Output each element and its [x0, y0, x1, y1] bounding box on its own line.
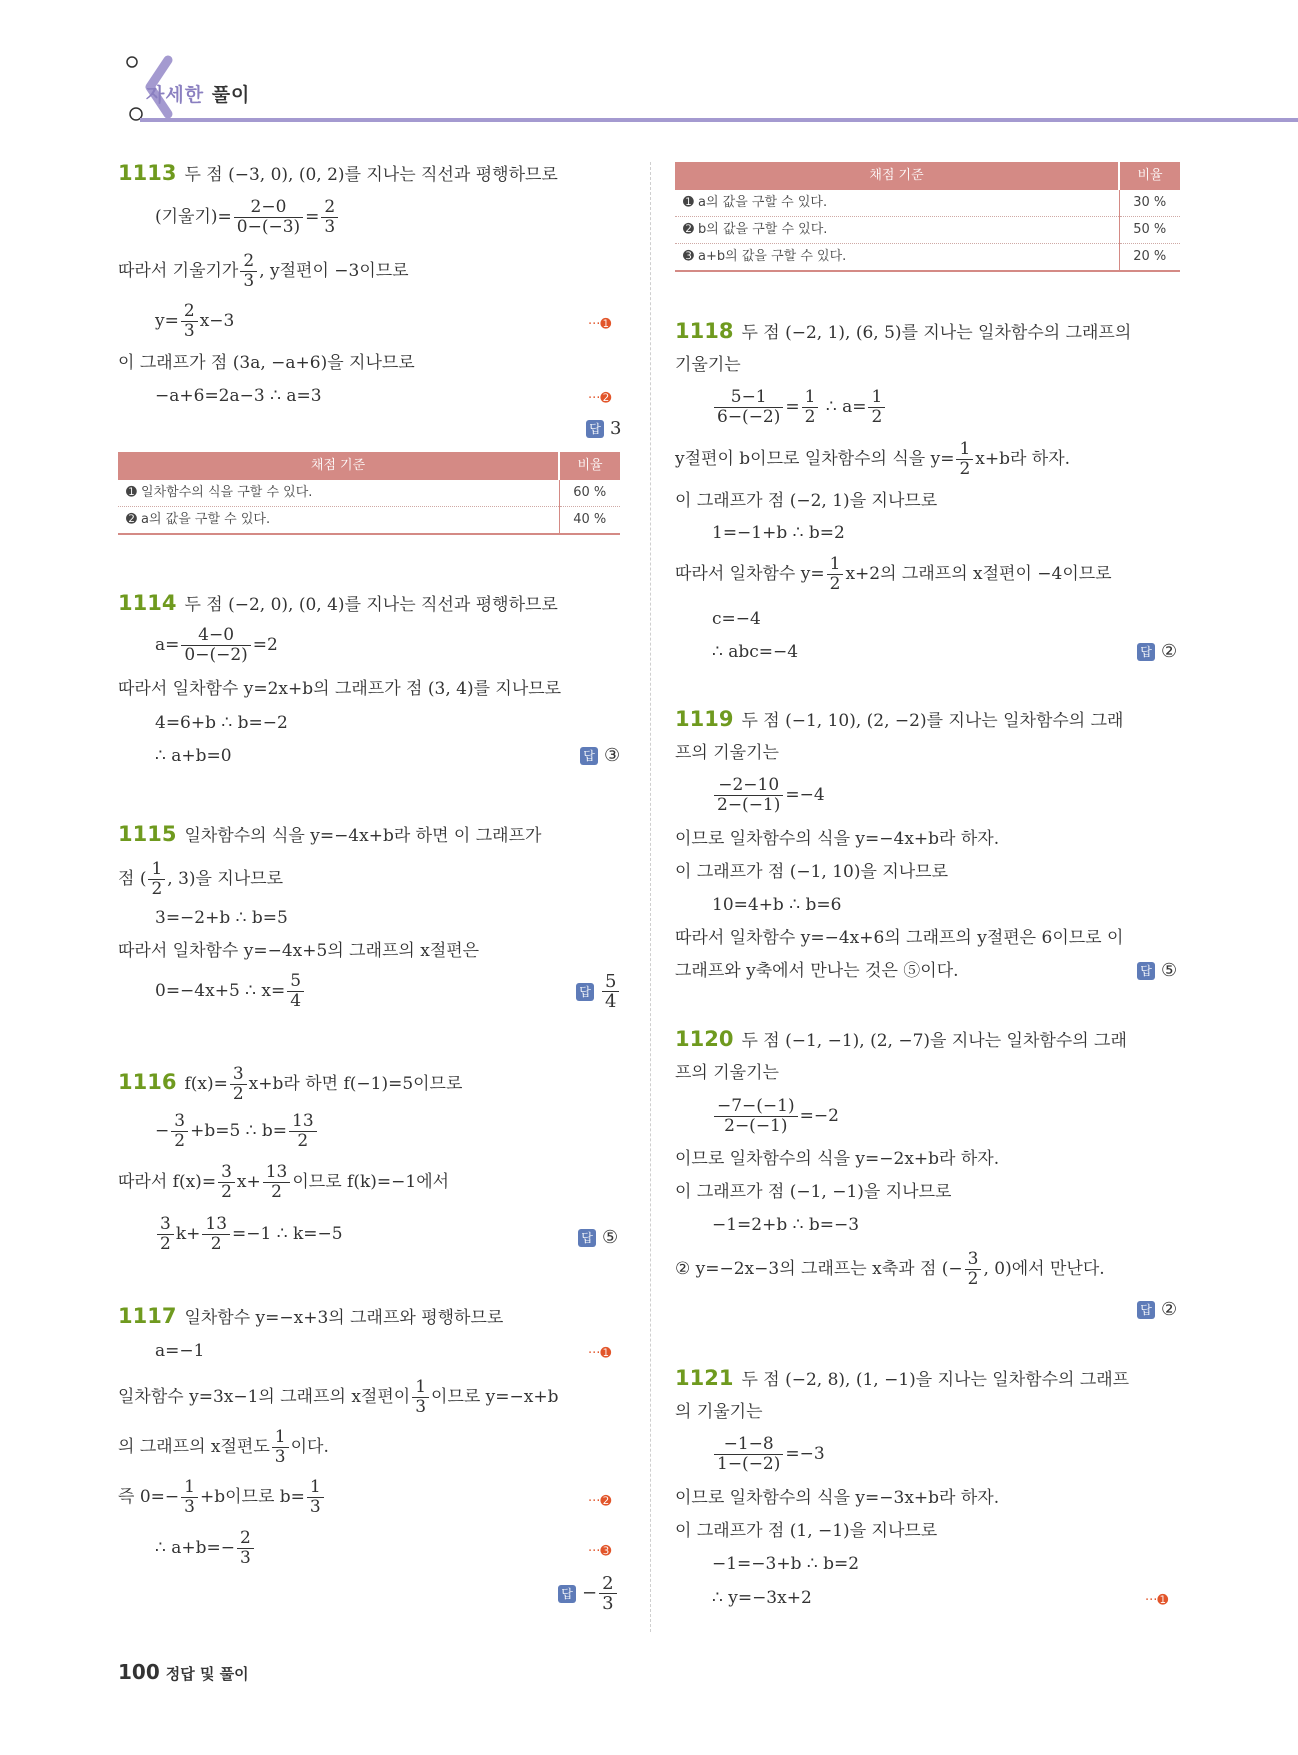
problem-1121-line1b: 의 기울기는 [675, 1402, 763, 1422]
answer-icon: 답 [580, 747, 598, 765]
problem-1120-line1b: 프의 기울기는 [675, 1063, 779, 1083]
problem-1119-line6: 따라서 일차함수 y=−4x+6의 그래프의 y절편은 6이므로 이 [675, 928, 1124, 948]
problem-1114-line3: 따라서 일차함수 y=2x+b의 그래프가 점 (3, 4)를 지나므로 [118, 679, 562, 699]
answer-icon: 답 [586, 420, 604, 438]
footer-label: 정답 및 풀이 [165, 1665, 249, 1683]
problem-1116-answer: 답 ⑤ [578, 1227, 618, 1249]
problem-number: 1121 [675, 1366, 734, 1390]
header-title-a: 자세한 [146, 84, 205, 106]
problem-1118-line7: c=−4 [712, 609, 761, 629]
problem-1119-line5: 10=4+b ∴ b=6 [712, 895, 842, 915]
problem-number: 1119 [675, 707, 734, 731]
answer-icon: 답 [1137, 962, 1155, 980]
answer-icon: 답 [1137, 1301, 1155, 1319]
table-header-ratio: 비율 [1119, 162, 1180, 190]
problem-1114-line4: 4=6+b ∴ b=−2 [155, 713, 288, 733]
problem-1119-line2: $\frac{-2-10}{2-(-1)}$ =−4 [712, 776, 825, 815]
problem-1117-answer: 답 − $\frac{2}{3}$ [558, 1574, 619, 1613]
problem-1120-line6: ② y=−2x−3의 그래프는 x축과 점 (− $\frac{3}{2}$ , 0)에서 만난다. [675, 1249, 1105, 1289]
problem-1117-scoring-table [675, 162, 1180, 272]
problem-1114-intro: 1114 두 점 (−2, 0), (0, 4)를 지나는 직선과 평행하므로 [118, 591, 558, 615]
problem-number: 1115 [118, 822, 177, 846]
table-header-criteria: 채점 기준 [675, 162, 1119, 190]
problem-1121-line2: $\frac{-1-8}{1-(-2)}$ =−3 [712, 1435, 825, 1474]
problem-1115-answer: 답 $\frac{5}{4}$ [576, 972, 621, 1011]
problem-1120-line5: −1=2+b ∴ b=−3 [712, 1215, 860, 1235]
step-marker-2: ···➋ [588, 1494, 612, 1509]
table-row: ➊ 일차함수의 식을 구할 수 있다. 60 % [118, 480, 620, 507]
problem-1118-line8: ∴ abc=−4 [712, 642, 799, 662]
problem-1115-line5: 0=−4x+5 ∴ x= $\frac{5}{4}$ [155, 972, 306, 1011]
problem-number: 1116 [118, 1070, 177, 1094]
answer-icon: 답 [576, 983, 594, 1001]
problem-1119-line3: 이므로 일차함수의 식을 y=−4x+b라 하자. [675, 829, 1000, 849]
problem-number: 1113 [118, 161, 177, 185]
problem-1115-line2: 점 ( $\frac{1}{2}$ , 3)을 지나므로 [118, 859, 284, 899]
problem-1119-intro: 1119 두 점 (−1, 10), (2, −2)를 지나는 일차함수의 그래 [675, 707, 1124, 731]
problem-1116-line2: − $\frac{3}{2}$ +b=5 ∴ b= $\frac{13}{2}$ [155, 1112, 319, 1151]
problem-1120-line2: $\frac{-7-(-1)}{2-(-1)}$ =−2 [712, 1097, 839, 1136]
problem-1121-line4: 이 그래프가 점 (1, −1)을 지나므로 [675, 1521, 938, 1541]
right-column [675, 0, 1180, 1755]
problem-1113-slope: (기울기)= $\frac{2-0}{0-(-3)}$ = $\frac{2}{3}$ [155, 198, 340, 237]
problem-1114-line2: a= $\frac{4-0}{0-(-2)}$ =2 [155, 625, 278, 665]
problem-1118-line1b: 기울기는 [675, 355, 741, 375]
problem-number: 1120 [675, 1027, 734, 1051]
problem-1113-line3: 따라서 기울기가 $\frac{2}{3}$ , y절편이 −3이므로 [118, 251, 409, 291]
answer-icon: 답 [558, 1585, 576, 1603]
step-marker-1: ···➊ [588, 317, 612, 332]
problem-1113-line6: −a+6=2a−3 ∴ a=3 [155, 386, 322, 406]
problem-1113-scoring-table [118, 452, 620, 535]
problem-1117-line4: 의 그래프의 x절편도 $\frac{1}{3}$ 이다. [118, 1427, 329, 1467]
problem-number: 1117 [118, 1304, 177, 1328]
problem-1120-answer: 답 ② [1137, 1299, 1177, 1321]
problem-1119-line4: 이 그래프가 점 (−1, 10)을 지나므로 [675, 862, 949, 882]
page-footer [118, 1660, 249, 1684]
problem-1113-line4: y= $\frac{2}{3}$ x−3 [155, 301, 235, 341]
problem-1118-line3: y절편이 b이므로 일차함수의 식을 y= $\frac{1}{2}$ x+b라 하자. [675, 439, 1071, 479]
problem-1114-line5: ∴ a+b=0 [155, 746, 232, 766]
problem-1117-line5: 즉 0=− $\frac{1}{3}$ +b이므로 b= $\frac{1}{3}$ [118, 1478, 326, 1517]
problem-1119-line7: 그래프와 y축에서 만나는 것은 ⑤이다. [675, 961, 959, 981]
problem-1115-line4: 따라서 일차함수 y=−4x+5의 그래프의 x절편은 [118, 941, 480, 961]
step-marker-1: ···➊ [1145, 1593, 1169, 1608]
answer-icon: 답 [1137, 643, 1155, 661]
problem-1117-intro: 1117 일차함수 y=−x+3의 그래프와 평행하므로 [118, 1304, 504, 1328]
problem-1120-line3: 이므로 일차함수의 식을 y=−2x+b라 하자. [675, 1149, 1000, 1169]
table-header-ratio: 비율 [559, 452, 620, 480]
problem-number: 1114 [118, 591, 177, 615]
problem-1118-intro: 1118 두 점 (−2, 1), (6, 5)를 지나는 일차함수의 그래프의 [675, 319, 1132, 343]
table-row: ➋ a의 값을 구할 수 있다. 40 % [118, 507, 620, 535]
step-marker-2: ···➋ [588, 391, 612, 406]
problem-1115-line3: 3=−2+b ∴ b=5 [155, 908, 288, 928]
problem-1118-line4: 이 그래프가 점 (−2, 1)을 지나므로 [675, 491, 938, 511]
problem-1116-line3: 따라서 f(x)= $\frac{3}{2}$ x+ $\frac{13}{2}$ 이므로 f(k)=−1에서 [118, 1162, 450, 1202]
table-row: ➊ a의 값을 구할 수 있다. 30 % [675, 190, 1180, 217]
problem-1121-intro: 1121 두 점 (−2, 8), (1, −1)을 지나는 일차함수의 그래프 [675, 1366, 1130, 1390]
problem-1116-line1: 1116 f(x)= $\frac{3}{2}$ x+b라 하면 f(−1)=5이므로 [118, 1064, 463, 1104]
header-title-b: 풀이 [211, 84, 251, 106]
page-number: 100 [118, 1660, 160, 1684]
left-column [118, 0, 622, 1755]
step-marker-1: ···➊ [588, 1346, 612, 1361]
problem-1117-line2: a=−1 [155, 1341, 205, 1361]
problem-1119-answer: 답 ⑤ [1137, 960, 1177, 982]
problem-1120-line4: 이 그래프가 점 (−1, −1)을 지나므로 [675, 1182, 952, 1202]
problem-1113-answer: 답 3 [586, 418, 621, 440]
problem-1119-line1b: 프의 기울기는 [675, 743, 779, 763]
problem-1121-line3: 이므로 일차함수의 식을 y=−3x+b라 하자. [675, 1488, 1000, 1508]
step-marker-3: ···➌ [588, 1544, 612, 1559]
table-row: ➌ a+b의 값을 구할 수 있다. 20 % [675, 244, 1180, 272]
problem-1118-answer: 답 ② [1137, 641, 1177, 663]
problem-1116-line4: $\frac{3}{2}$ k+ $\frac{13}{2}$ =−1 ∴ k=−5 [155, 1215, 343, 1254]
table-row: ➋ b의 값을 구할 수 있다. 50 % [675, 217, 1180, 244]
problem-number: 1118 [675, 319, 734, 343]
problem-1120-intro: 1120 두 점 (−1, −1), (2, −7)을 지나는 일차함수의 그래 [675, 1027, 1127, 1051]
problem-1118-line2: $\frac{5-1}{6-(-2)}$ = $\frac{1}{2}$ ∴ a= $\frac{1}{2}$ [712, 388, 887, 427]
problem-1121-line6: ∴ y=−3x+2 [712, 1588, 812, 1608]
problem-1117-line6: ∴ a+b=− $\frac{2}{3}$ [155, 1529, 256, 1568]
table-header-criteria: 채점 기준 [118, 452, 559, 480]
problem-1114-answer: 답 ③ [580, 745, 620, 767]
column-divider [650, 162, 651, 1632]
answer-icon: 답 [578, 1229, 596, 1247]
problem-1113-intro: 1113 두 점 (−3, 0), (0, 2)를 지나는 직선과 평행하므로 [118, 161, 558, 185]
problem-1115-intro: 1115 일차함수의 식을 y=−4x+b라 하면 이 그래프가 [118, 822, 542, 846]
problem-1118-line6: 따라서 일차함수 y= $\frac{1}{2}$ x+2의 그래프의 x절편이 −4이므로 [675, 554, 1112, 594]
problem-1117-line3: 일차함수 y=3x−1의 그래프의 x절편이 $\frac{1}{3}$ 이므로 y=−x+b [118, 1377, 559, 1417]
problem-1118-line5: 1=−1+b ∴ b=2 [712, 523, 845, 543]
problem-1113-line5: 이 그래프가 점 (3a, −a+6)을 지나므로 [118, 353, 415, 373]
problem-1121-line5: −1=−3+b ∴ b=2 [712, 1554, 860, 1574]
